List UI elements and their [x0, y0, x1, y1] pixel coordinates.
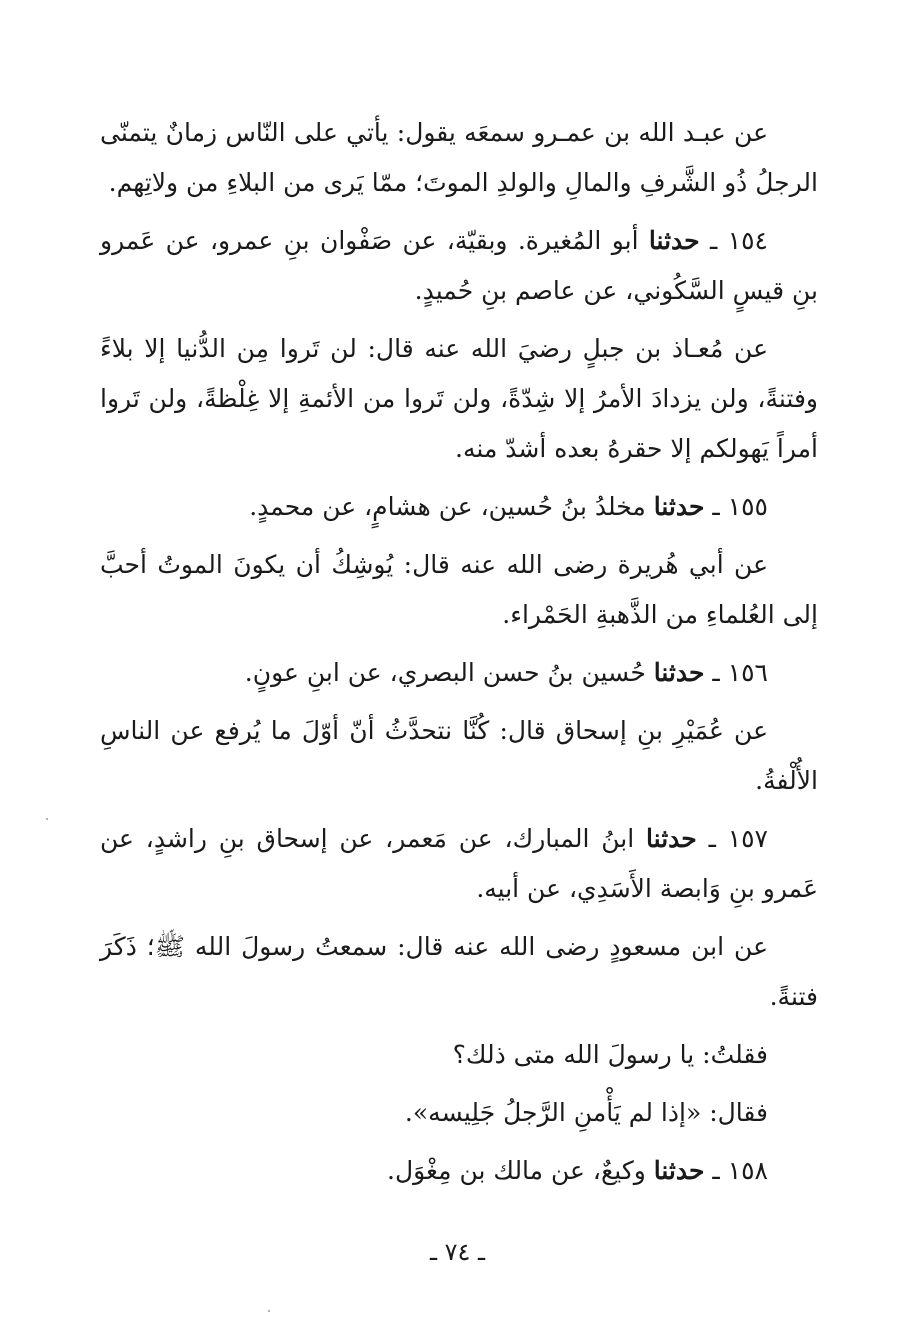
hadith-number: ١٥٨ ـ	[712, 1156, 768, 1185]
paragraph-text: فقال: «إذا لم يَأْمنِ الرَّجلُ جَلِيسه».	[404, 1098, 768, 1127]
haddathana-keyword: حدثنا	[653, 1156, 705, 1185]
paragraph-text: عن عُمَيْرِ بنِ إسحاق قال: كُنَّا نتحدَّثُ أنّ أوّلَ ما يُرفع عن الناسِ الأُلْفةُ.	[100, 716, 818, 795]
hadith-isnad-157	[100, 814, 818, 914]
paragraph-text: عن أبي هُريرة رضى الله عنه قال: يُوشِكُ أن يكونَ الموتُ أحبَّ إلى العُلماءِ من الذَّهبةِ الحَمْراء.	[100, 550, 818, 629]
isnad-text: وكيعٌ، عن مالك بن مِغْوَل.	[387, 1156, 646, 1185]
hadith-number: ١٥٤ ـ	[710, 226, 768, 255]
scan-speck	[46, 818, 48, 820]
hadith-isnad-156	[100, 648, 818, 698]
haddathana-keyword: حدثنا	[648, 226, 700, 255]
isnad-text: مخلدُ بنُ حُسين، عن هشامٍ، عن محمدٍ.	[249, 492, 646, 521]
hadith-isnad-154	[100, 216, 818, 316]
paragraph-text: عن ابن مسعودٍ رضى الله عنه قال: سمعتُ رسولَ الله ﷺ؛ ذَكَرَ فتنةً.	[100, 932, 818, 1011]
hadith-number: ١٥٥ ـ	[712, 492, 768, 521]
isnad-text: أبو المُغيرة. وبقيّة، عن صَفْوان بنِ عمرو، عن عَمرو بنِ قيسٍ السَّكُوني، عن عاصم بنِ حُميدٍ.	[100, 226, 818, 305]
isnad-text: ابنُ المبارك، عن مَعمر، عن إسحاق بنِ راشدٍ، عن عَمرو بنِ وَابصة الأَسَدِي، عن أبيه.	[100, 824, 818, 903]
haddathana-keyword: حدثنا	[653, 658, 705, 687]
paragraph-text: عن مُعـاذ بن جبلٍ رضيَ الله عنه قال: لن تَروا مِن الدُّنيا إلا بلاءً وفتنةً، ولن يزدادَ الأمرُ إلا شِدّةً، ولن تَروا من الأئمةِ إلا غِلْظةً، ولن تَروا أمراً يَهولكم إلا حقرهُ بعده أشدّ منه.	[100, 334, 818, 463]
page-number: ـ ٧٤ ـ	[429, 1238, 486, 1266]
hadith-number: ١٥٦ ـ	[712, 658, 768, 687]
paragraph-text: فقلتُ: يا رسولَ الله متى ذلك؟	[452, 1040, 768, 1069]
isnad-text: حُسين بنُ حسن البصري، عن ابنِ عونٍ.	[244, 658, 646, 687]
hadith-number: ١٥٧ ـ	[708, 824, 768, 853]
page-body	[100, 108, 818, 1204]
scan-speck	[268, 1310, 270, 1312]
hadith-isnad-158	[100, 1146, 818, 1196]
haddathana-keyword: حدثنا	[653, 492, 705, 521]
haddathana-keyword: حدثنا	[646, 824, 697, 853]
paragraph-text: عن عبـد الله بن عمـرو سمعَه يقول: يأتي على النّاس زمانٌ يتمنّى الرجلُ ذُو الشَّرفِ والمالِ والولدِ الموتَ؛ ممّا يَرى من البلاءِ من ولاتِهم.	[100, 118, 818, 197]
hadith-isnad-155	[100, 482, 818, 532]
